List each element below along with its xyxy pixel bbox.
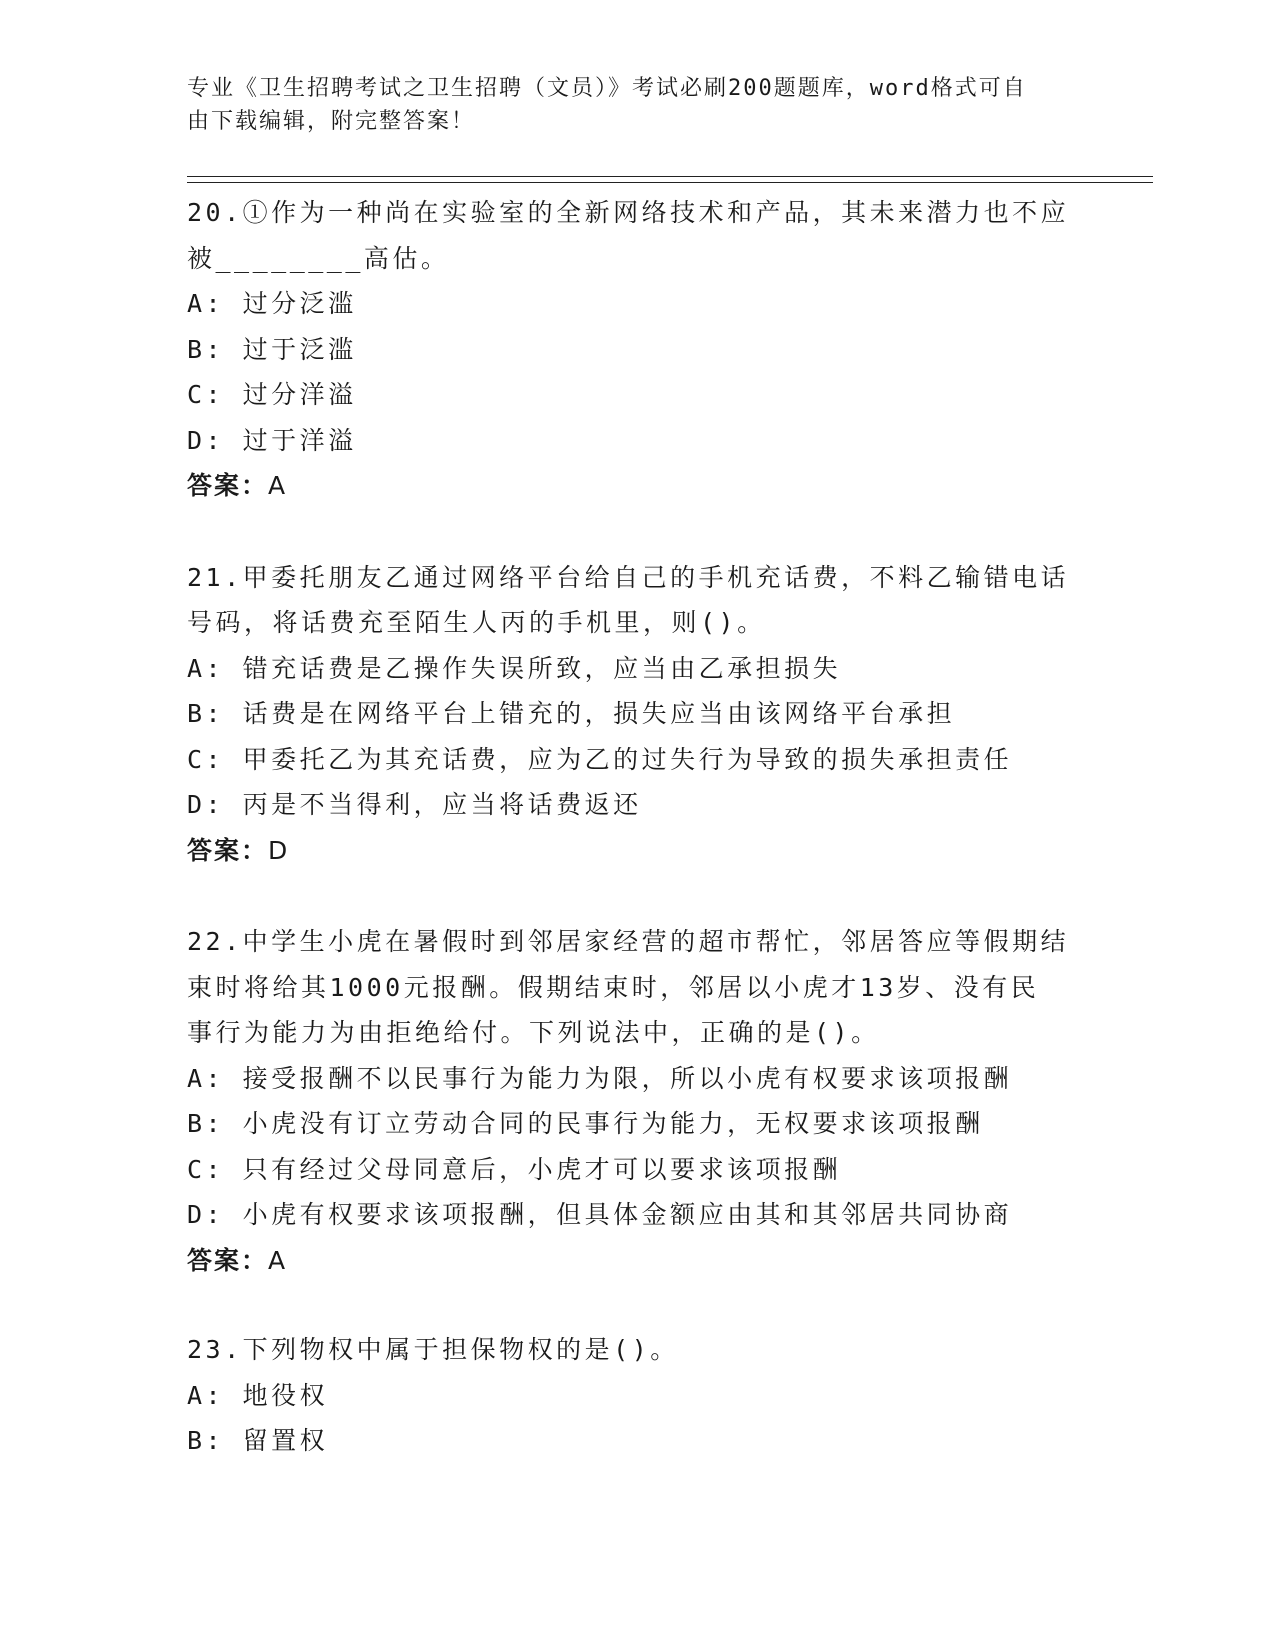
question-list: [187, 190, 1117, 1464]
answer-line: [187, 463, 1117, 509]
question-stem-line: 23.下列物权中属于担保物权的是()。: [187, 1335, 679, 1364]
option-a: A: 地役权: [187, 1380, 329, 1410]
question-stem-line: 事行为能力为由拒绝给付。下列说法中，正确的是()。: [187, 1018, 880, 1047]
answer-value: D: [268, 835, 291, 865]
answer-line: [187, 828, 1117, 874]
option-a: A: 过分泛滥: [187, 289, 357, 318]
option-b: B: 话费是在网络平台上错充的，损失应当由该网络平台承担: [187, 699, 956, 728]
header-line-2: 由下载编辑，附完整答案！: [187, 109, 476, 134]
header-divider-top: [187, 176, 1153, 177]
spacer: [187, 873, 1117, 919]
option-b: B: 过于泛滥: [187, 334, 357, 364]
question-stem-line: 21.甲委托朋友乙通过网络平台给自己的手机充话费，不料乙输错电话: [187, 562, 1070, 592]
option-c: C: 只有经过父母同意后，小虎才可以要求该项报酬: [187, 1154, 842, 1184]
question-23: [187, 1327, 1117, 1464]
question-stem-line: 20.①作为一种尚在实验室的全新网络技术和产品，其未来潜力也不应: [187, 198, 1070, 227]
spacer: [187, 1283, 1117, 1327]
header-divider-bottom: [187, 182, 1153, 183]
answer-label: 答案：: [187, 471, 269, 500]
question-stem-line: 被________高估。: [187, 243, 450, 273]
option-b: B: 小虎没有订立劳动合同的民事行为能力，无权要求该项报酬: [187, 1109, 984, 1138]
option-a: A: 接受报酬不以民事行为能力为限，所以小虎有权要求该项报酬: [187, 1063, 1013, 1093]
answer-line: [187, 1238, 1117, 1284]
option-c: C: 过分洋溢: [187, 380, 357, 409]
answer-value: A: [268, 1245, 289, 1275]
question-stem-line: 号码，将话费充至陌生人丙的手机里，则()。: [187, 608, 766, 637]
question-stem-line: 22.中学生小虎在暑假时到邻居家经营的超市帮忙，邻居答应等假期结: [187, 927, 1070, 956]
option-c: C: 甲委托乙为其充话费，应为乙的过失行为导致的损失承担责任: [187, 744, 1013, 774]
question-20: [187, 190, 1117, 509]
option-d: D: 丙是不当得利，应当将话费返还: [187, 790, 642, 819]
header-line-1: 专业《卫生招聘考试之卫生招聘（文员）》考试必刷200题题库，word格式可自: [187, 76, 1027, 101]
document-header: [187, 72, 1067, 138]
question-stem-line: 束时将给其1000元报酬。假期结束时，邻居以小虎才13岁、没有民: [187, 972, 1040, 1002]
question-22: [187, 919, 1117, 1283]
option-b: B: 留置权: [187, 1426, 329, 1455]
option-d: D: 小虎有权要求该项报酬，但具体金额应由其和其邻居共同协商: [187, 1200, 1013, 1229]
answer-label: 答案：: [187, 1245, 269, 1275]
option-a: A: 错充话费是乙操作失误所致，应当由乙承担损失: [187, 653, 842, 683]
answer-label: 答案：: [187, 835, 269, 865]
option-d: D: 过于洋溢: [187, 425, 357, 455]
question-21: [187, 555, 1117, 874]
spacer: [187, 509, 1117, 555]
answer-value: A: [268, 471, 289, 500]
